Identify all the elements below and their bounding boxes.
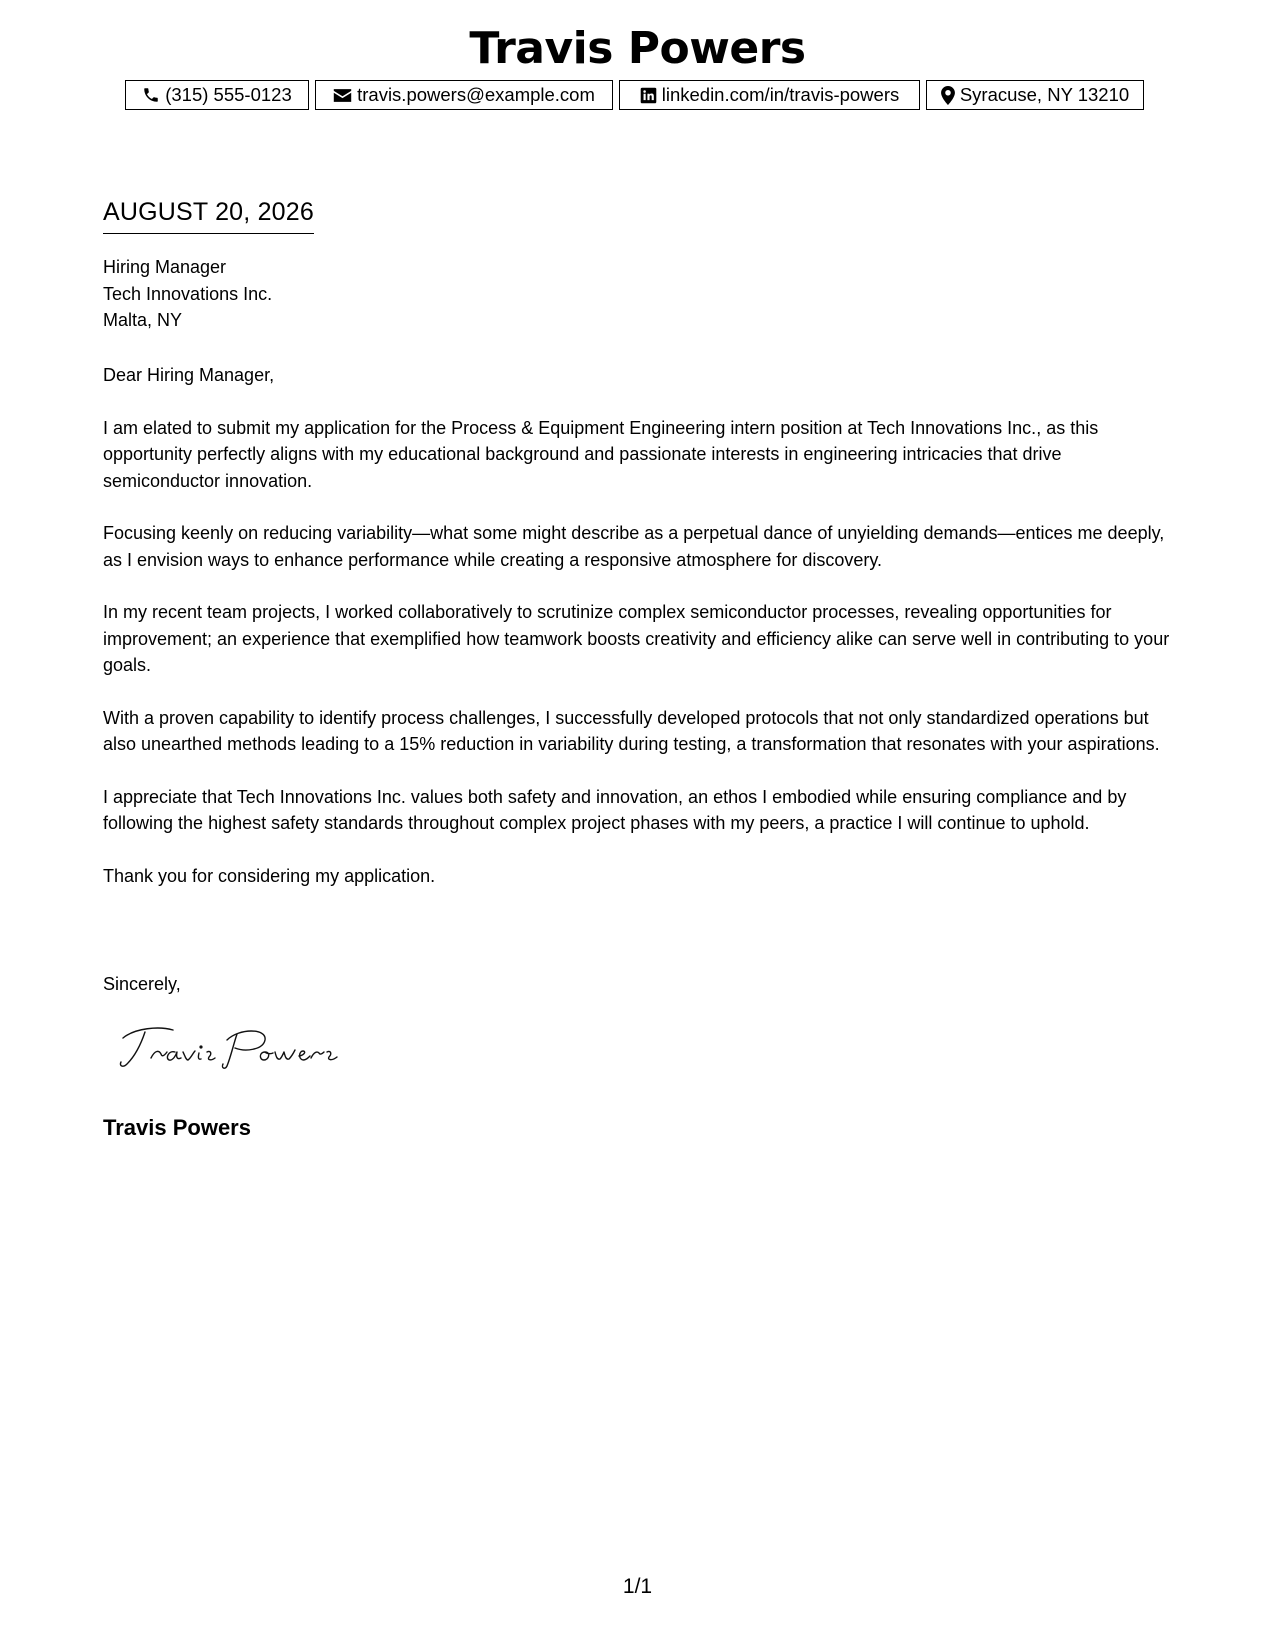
closing: Sincerely, bbox=[103, 974, 181, 994]
paragraph: With a proven capability to identify process challenges, I successfully developed protocols that not only standardized operations but also unearthed methods leading to a 15% reduction in variability during testing, a transformation that resonates with your aspirations. bbox=[103, 707, 1160, 754]
paragraph: Focusing keenly on reducing variability—what some might describe as a perpetual dance of unyielding demands—entices me deeply, as I envision ways to enhance performance while creating a responsive atmosphere for discovery. bbox=[103, 523, 1165, 570]
signer-name: Travis Powers bbox=[103, 1115, 251, 1140]
recipient-company: Tech Innovations Inc. bbox=[103, 283, 273, 304]
linkedin-icon bbox=[640, 87, 657, 104]
applicant-name: Travis Powers bbox=[469, 23, 806, 74]
signature-image bbox=[115, 1022, 355, 1078]
map-marker-icon bbox=[941, 86, 955, 105]
paragraph: In my recent team projects, I worked collaboratively to scrutinize complex semiconductor processes, revealing opportunities for improvement; an experience that exemplified how teamwork boosts creativity and efficiency alike can serve well in contributing to your goals. bbox=[103, 602, 1170, 675]
letter-date-block bbox=[103, 194, 314, 234]
phone-number: (315) 555-0123 bbox=[165, 84, 292, 105]
salutation: Dear Hiring Manager, bbox=[103, 365, 275, 385]
contact-bar bbox=[125, 80, 1150, 112]
linkedin-url: linkedin.com/in/travis-powers bbox=[661, 84, 900, 105]
page-number: 1/1 bbox=[622, 1575, 653, 1598]
letter-date: AUGUST 20, 2026 bbox=[103, 194, 314, 234]
paragraph: I am elated to submit my application for the Process & Equipment Engineering intern position at Tech Innovations Inc., as this opportunity perfectly aligns with my educational background and passionate interests in engineering intricacies that drive semiconductor innovation. bbox=[103, 417, 1099, 491]
phone-icon bbox=[142, 86, 160, 104]
location-chip bbox=[926, 80, 1144, 110]
phone-chip bbox=[125, 80, 309, 110]
recipient-title: Hiring Manager bbox=[103, 257, 227, 277]
location-text: Syracuse, NY 13210 bbox=[959, 84, 1130, 105]
letter-body bbox=[103, 362, 1178, 915]
email-address: travis.powers@example.com bbox=[357, 84, 595, 105]
paragraph: Thank you for considering my application. bbox=[103, 865, 436, 886]
linkedin-chip[interactable] bbox=[619, 80, 920, 110]
paragraph: I appreciate that Tech Innovations Inc. values both safety and innovation, an ethos I embodied while ensuring compliance and by following the highest safety standards throughout complex project phases with my peers, a practice I will continue to uphold. bbox=[103, 786, 1127, 833]
envelope-icon bbox=[333, 88, 352, 103]
recipient-location: Malta, NY bbox=[103, 310, 183, 330]
email-chip[interactable] bbox=[315, 80, 613, 110]
recipient-block bbox=[103, 254, 272, 334]
